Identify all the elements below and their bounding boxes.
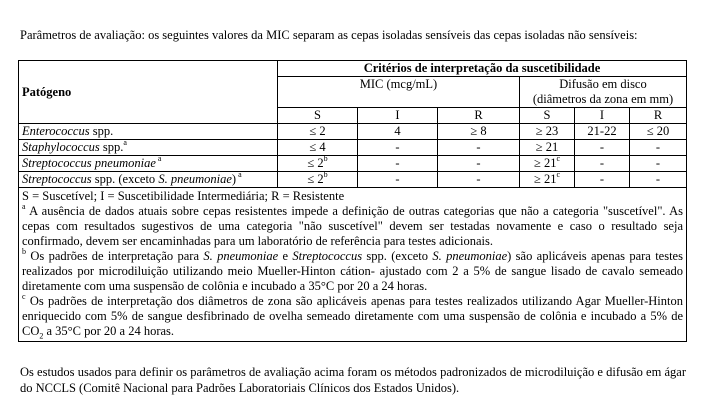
mic-s-text: ≤ 2 <box>307 156 324 170</box>
susceptibility-criteria-table <box>18 60 687 342</box>
disk-s-text: ≥ 21 <box>533 156 557 170</box>
disk-diffusion-label: Difusão em disco <box>559 77 647 91</box>
pathogen-cell <box>19 169 278 188</box>
table-notes <box>19 188 687 342</box>
footnote-a-text: A ausência de dados atuais sobre cepas resistentes impede a definição de outras categorias que não a categoria "suscetível". As cepas com resultados sugestivos de uma categoria "não suscetível" devem ser testadas novamente e caso o resultado seja confirmado, devem ser encaminhadas para um laboratório de referência para testes adicionais. <box>22 204 683 248</box>
mic-i-header: I <box>358 108 438 124</box>
mic-s-value: ≤ 4 <box>278 140 358 156</box>
disk-r-value: ≤ 20 <box>630 124 687 140</box>
pathogen-exception: S. pneumoniae <box>158 172 232 186</box>
disk-i-value: - <box>575 156 630 172</box>
footnote-mark: b <box>323 169 328 179</box>
mic-i-value: 4 <box>358 124 438 140</box>
footnote-mark: c <box>556 153 561 163</box>
table-row <box>19 124 687 140</box>
footnote-c <box>22 291 683 341</box>
mic-i-value: - <box>358 172 438 188</box>
disk-s-text: ≥ 21 <box>533 172 557 186</box>
disk-s-value: ≥ 21 <box>520 140 575 156</box>
footnote-mark: a <box>236 169 242 179</box>
disk-diffusion-header <box>520 77 687 108</box>
table-row <box>19 172 687 188</box>
mic-r-header: R <box>438 108 520 124</box>
footnote-c-text: Os padrões de interpretação dos diâmetros de zona são aplicáveis apenas para testes realizados utilizando Agar Mueller-Hinton enriquecido com 5% de sangue desfibrinado de ovelha semeado diretamente com uma suspensão de colônia e incubado a 5% de CO <box>22 294 683 338</box>
pathogen-cell <box>19 137 278 156</box>
disk-r-value: - <box>630 156 687 172</box>
footnote-mark: b <box>22 246 26 256</box>
pathogen-name: Streptococcus pneumoniae <box>22 156 156 170</box>
mic-s-header: S <box>278 108 358 124</box>
criteria-header: Critérios de interpretação da suscetibilidade <box>278 61 687 77</box>
disk-s-value: ≥ 23 <box>520 124 575 140</box>
mic-i-value: - <box>358 140 438 156</box>
mic-header: MIC (mcg/mL) <box>278 77 520 108</box>
footnote-b <box>22 246 683 294</box>
disk-r-value: - <box>630 172 687 188</box>
footnote-mark: c <box>556 169 561 179</box>
table-row <box>19 140 687 156</box>
disk-s-header: S <box>520 108 575 124</box>
mic-r-value: - <box>438 172 520 188</box>
disk-r-header: R <box>630 108 687 124</box>
footnote-b-text: e <box>278 249 293 263</box>
footnote-mark: b <box>323 153 328 163</box>
pathogen-name: Streptococcus <box>22 172 92 186</box>
footnote-c-subscript: 2 <box>39 331 44 341</box>
disk-s-value <box>520 153 575 172</box>
footnote-mark: c <box>22 291 26 301</box>
disk-i-value: - <box>575 140 630 156</box>
legend-note: S = Suscetível; I = Suscetibilidade Intermediária; R = Resistente <box>22 189 345 203</box>
intro-paragraph: Parâmetros de avaliação: os seguintes valores da MIC separam as cepas isoladas sensíveis das cepas isoladas não sensíveis: <box>20 28 638 42</box>
pathogen-cell <box>19 124 278 140</box>
closing-paragraph: Os estudos usados para definir os parâmetros de avaliação acima foram os métodos padronizados de microdiluição e difusão em ágar do NCCLS (Comitê Nacional para Padrões Laboratoriais Clínicos dos Estados Unidos). <box>20 365 686 395</box>
footnote-b-text: ) são aplicáveis apenas para testes realizados por microdiluição utilizando meio Mueller-Hinton cátion- ajustado com 2 a 5% de sangue lisado de cavalo semeado diretamente com uma suspensão de colônia e incubado a 35°C por 20 a 24 horas. <box>22 249 683 293</box>
footnote-b-text: Os padrões de interpretação para <box>26 249 204 263</box>
pathogen-name: Staphylococcus <box>22 140 100 154</box>
disk-r-value: - <box>630 140 687 156</box>
footnote-mark: a <box>155 153 162 163</box>
footnote-mark: a <box>22 201 26 211</box>
mic-r-value: ≥ 8 <box>438 124 520 140</box>
mic-s-text: ≤ 2 <box>307 172 324 186</box>
mic-s-value: ≤ 2 <box>278 124 358 140</box>
footnote-b-species: S. pneumoniae <box>432 249 508 263</box>
disk-diffusion-sublabel: (diâmetros da zona em mm) <box>532 92 674 106</box>
disk-s-value <box>520 169 575 188</box>
pathogen-header: Patógeno <box>19 61 278 124</box>
footnote-a <box>22 201 683 249</box>
footnote-b-species: S. pneumoniae <box>203 249 279 263</box>
mic-s-value <box>278 169 358 188</box>
mic-i-value: - <box>358 156 438 172</box>
footnote-b-genus: Streptococcus <box>292 249 363 263</box>
footnote-mark: a <box>123 137 127 147</box>
pathogen-suffix: spp. <box>89 124 114 138</box>
mic-r-value: - <box>438 140 520 156</box>
pathogen-suffix: spp. (exceto <box>91 172 159 186</box>
pathogen-suffix: spp. <box>99 140 124 154</box>
footnote-c-text: a 35°C por 20 a 24 horas. <box>43 324 175 338</box>
pathogen-name: Enterococcus <box>22 124 90 138</box>
mic-r-value: - <box>438 156 520 172</box>
mic-s-value <box>278 153 358 172</box>
disk-i-header: I <box>575 108 630 124</box>
disk-i-value: - <box>575 172 630 188</box>
table-row <box>19 156 687 172</box>
disk-i-value: 21-22 <box>575 124 630 140</box>
footnote-b-text: spp. (exceto <box>362 249 433 263</box>
pathogen-close: ) <box>231 172 237 186</box>
